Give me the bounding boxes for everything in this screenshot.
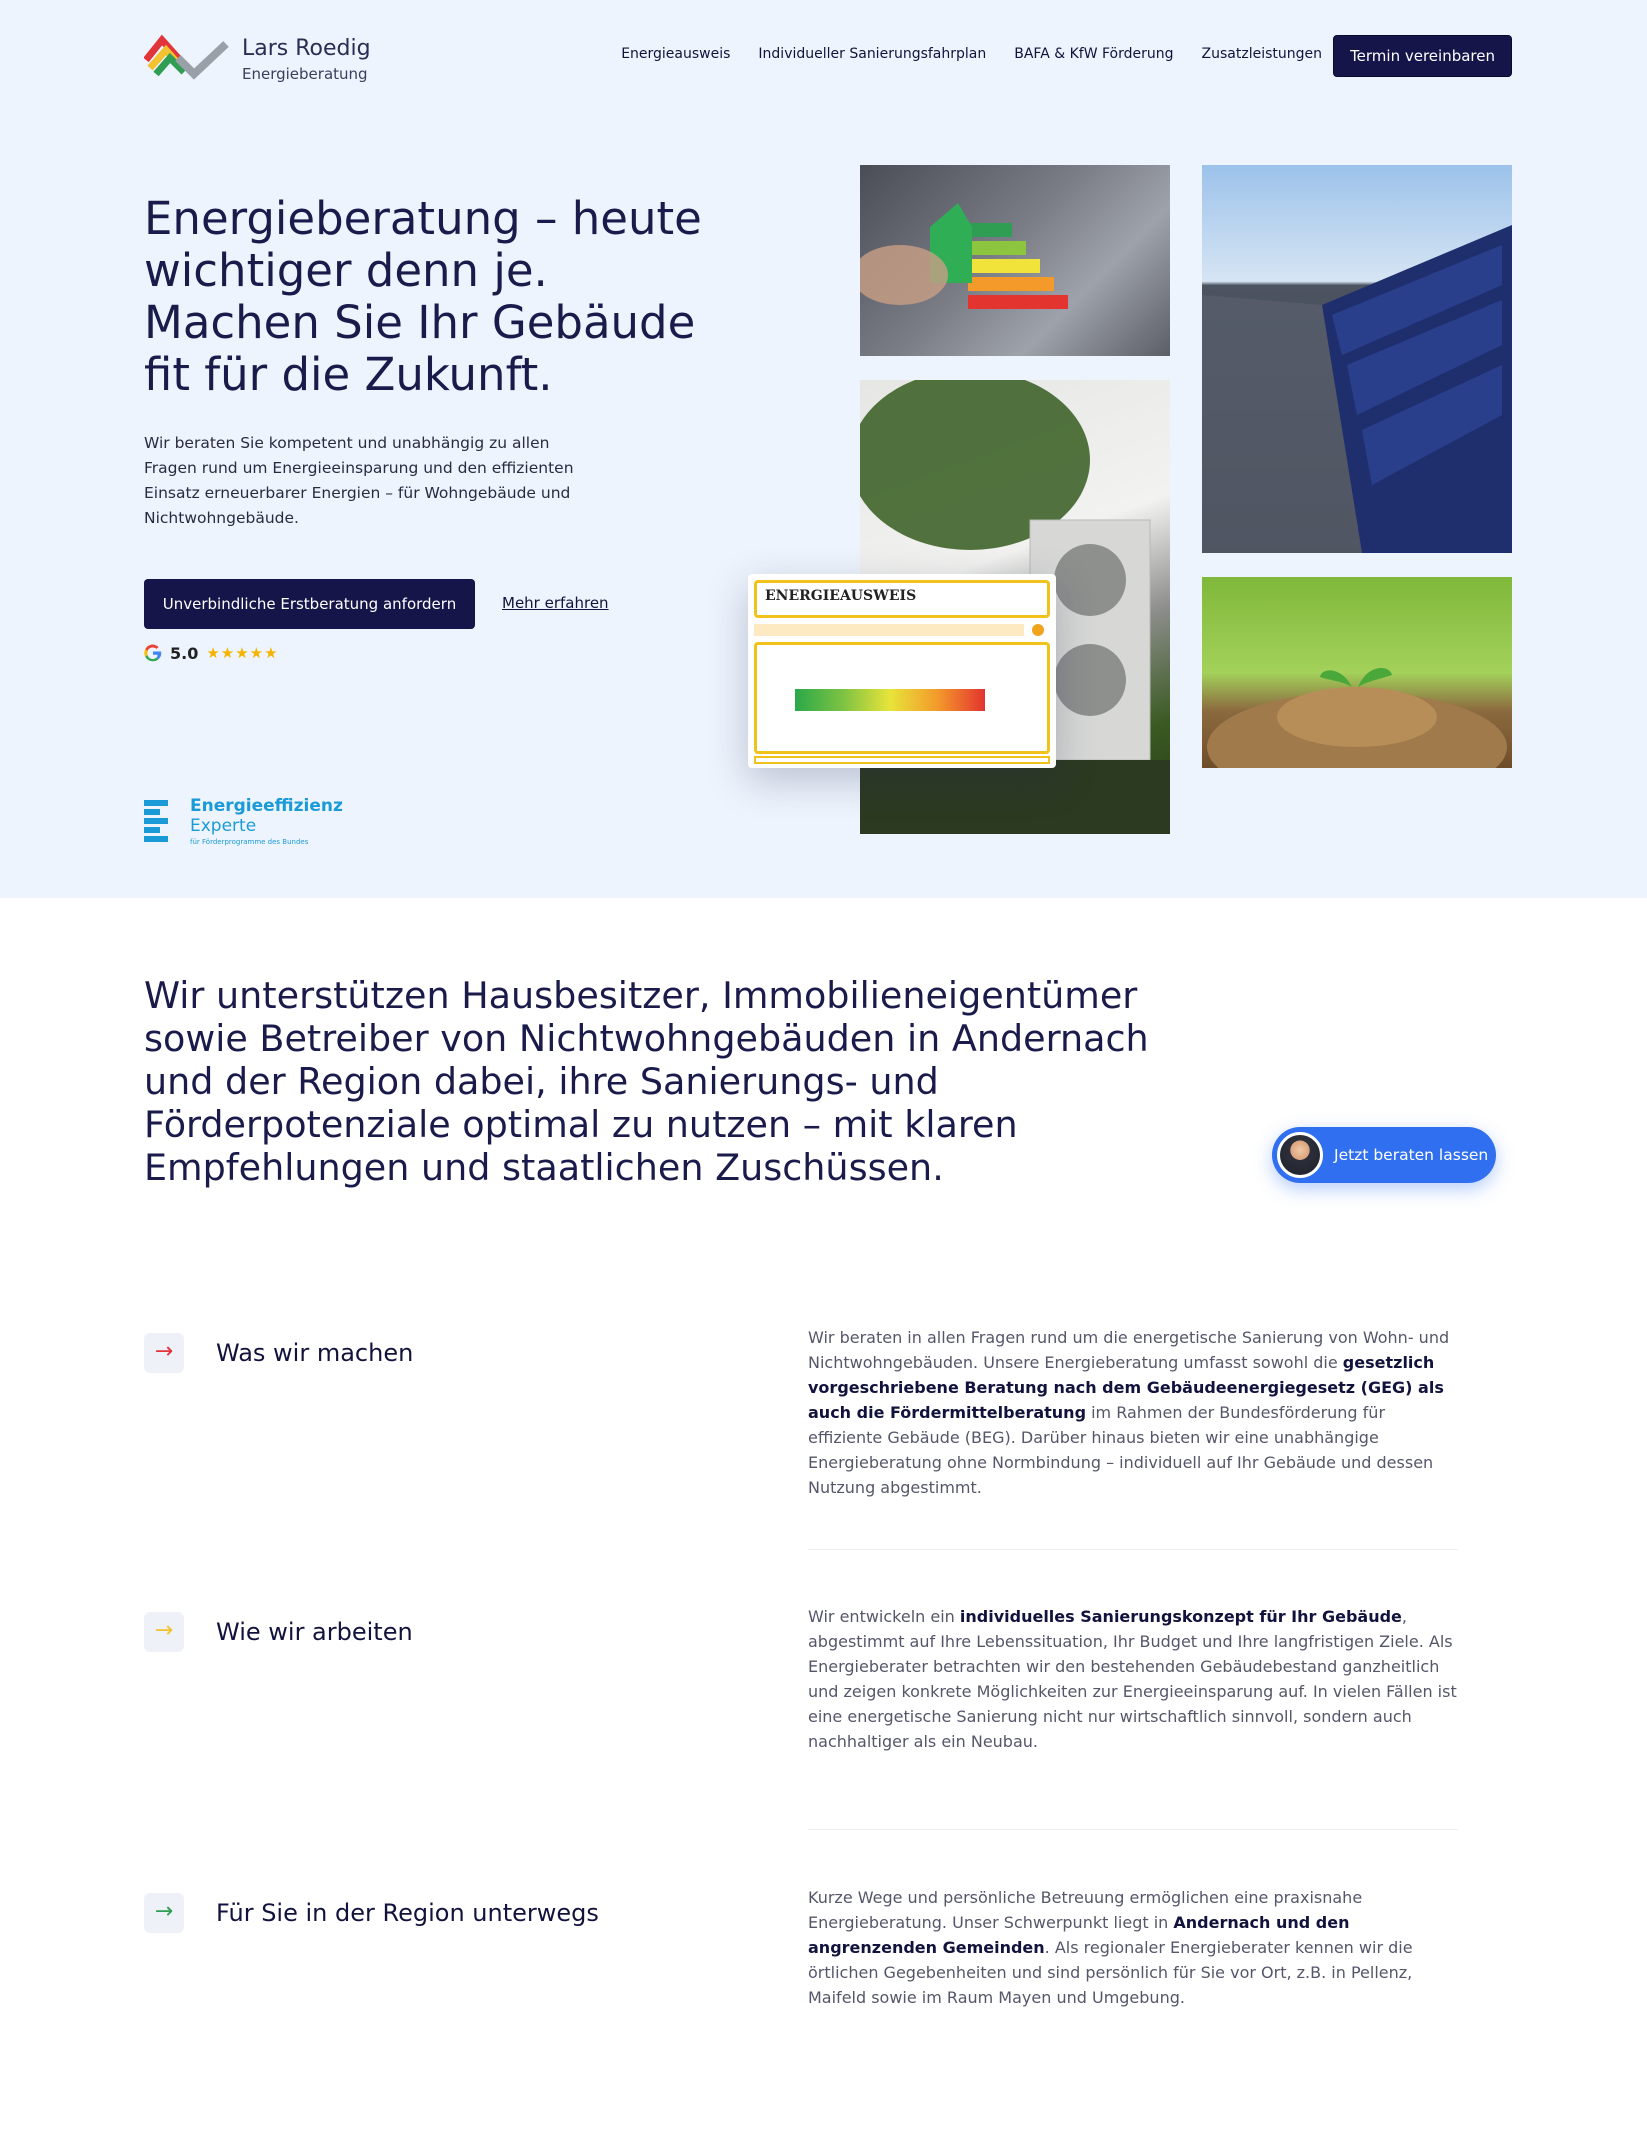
nav-item-sanierungsfahrplan[interactable]: Individueller Sanierungsfahrplan (758, 46, 987, 62)
energy-certificate-card (748, 574, 1056, 768)
feature-text (808, 1325, 1458, 1500)
feature-title: Wie wir arbeiten (216, 1618, 413, 1646)
badge-line-2: Experte (190, 816, 257, 836)
feature-text-span: . Als regionaler Energieberater kennen wir die örtlichen Gegebenheiten und sind persönlich für Sie vor Ort, z.B. in Pellenz, Maifeld sowie im Raum Mayen und Umgebung. (808, 1938, 1413, 2007)
arrow-right-icon: → (144, 1893, 184, 1933)
nav-item-energieausweis[interactable]: Energieausweis (621, 46, 731, 62)
feature-text-span: Wir beraten in allen Fragen rund um die energetische Sanierung von Wohn- und Nichtwohngebäuden. Unsere Energieberatung umfasst sowohl die (808, 1328, 1450, 1372)
feature-text-emphasis: gesetzlich vorgeschriebene Beratung nach dem Gebäudeenergiegesetz (GEG) als auch die Fördermittelberatung (808, 1353, 1444, 1422)
solar-roof-photo (1202, 165, 1512, 553)
feature-text (808, 1885, 1458, 2010)
feature-text-span: Kurze Wege und persönliche Betreuung ermöglichen eine praxisnahe Energieberatung. Unser Schwerpunkt liegt in (808, 1888, 1363, 1932)
learn-more-link[interactable]: Mehr erfahren (502, 594, 609, 612)
energy-certificate-title: ENERGIEAUSWEIS (765, 588, 917, 604)
solar-panels-illustration-icon (1202, 165, 1512, 553)
intro-statement: Wir unterstützen Hausbesitzer, Immobilieneigentümer sowie Betreiber von Nichtwohngebäuden in Andernach und der Region dabei, ihre Sanierungs- und Förderpotenziale optimal zu nutzen – mit klaren Empfehlungen und staatlichen Zuschüssen. (144, 974, 1149, 1189)
divider (808, 1829, 1458, 1830)
energy-efficiency-expert-badge (144, 796, 364, 846)
badge-line-1: Energieeffizienz (190, 796, 343, 816)
brand-subtitle: Energieberatung (242, 65, 368, 83)
wood-pellets-photo (1202, 577, 1512, 768)
google-icon (144, 644, 162, 662)
pellets-illustration-icon (1202, 577, 1512, 768)
eee-logo-icon (144, 800, 172, 844)
feature-text-span: im Rahmen der Bundesförderung für effiziente Gebäude (BEG). Darüber hinaus bieten wir eine unabhängige Energieberatung ohne Normbindung – individuell auf Ihr Gebäude und dessen Nutzung abgestimmt. (808, 1403, 1434, 1497)
advisor-avatar (1277, 1132, 1323, 1178)
rating-score: 5.0 (170, 643, 199, 663)
energy-scale-illustration-icon (860, 165, 1170, 356)
arrow-right-icon: → (144, 1612, 184, 1652)
energy-label-photo (860, 165, 1170, 356)
book-appointment-button[interactable]: Termin vereinbaren (1333, 35, 1512, 77)
hero-text: Wir beraten Sie kompetent und unabhängig zu allen Fragen rund um Energieeinsparung und den effizienten Einsatz erneuerbarer Energien – für Wohngebäude und Nichtwohngebäude. (144, 434, 574, 527)
rating-stars: ★★★★★ (206, 644, 279, 662)
arrow-right-icon: → (144, 1333, 184, 1373)
top-navigation (144, 28, 1512, 84)
hero-title: Energieberatung – heute wichtiger denn je. Machen Sie Ihr Gebäude fit für die Zukunft. (144, 192, 702, 401)
logo[interactable] (144, 28, 374, 84)
request-consultation-button[interactable]: Unverbindliche Erstberatung anfordern (144, 579, 475, 629)
hero-section (0, 0, 1647, 898)
divider (808, 1549, 1458, 1550)
feature-text (808, 1604, 1458, 1754)
chat-consult-button[interactable] (1272, 1127, 1496, 1183)
feature-text-span: , abgestimmt auf Ihre Lebenssituation, Ihr Budget und Ihre langfristigen Ziele. Als Energieberater betrachten wir den bestehenden Gebäudebestand ganzheitlich und zeigen konkrete Möglichkeiten zur Energieeinsparung auf. In vielen Fällen ist eine energetische Sanierung nicht nur wirtschaftlich sinnvoll, sondern auch nachhaltiger als ein Neubau. (808, 1607, 1457, 1751)
feature-text-span: Wir entwickeln ein (808, 1607, 960, 1626)
brand-name: Lars Roedig (242, 36, 371, 61)
feature-title: Was wir machen (216, 1339, 414, 1367)
chat-consult-label: Jetzt beraten lassen (1334, 1146, 1489, 1164)
energy-scale-bar (795, 689, 985, 711)
nav-item-foerderung[interactable]: BAFA & KfW Förderung (1014, 46, 1174, 62)
feature-title: Für Sie in der Region unterwegs (216, 1899, 599, 1927)
badge-line-3: für Förderprogramme des Bundes (190, 838, 309, 846)
logo-mark-icon (144, 28, 230, 80)
main-menu (621, 46, 1322, 62)
feature-text-emphasis: Andernach und den angrenzenden Gemeinden (808, 1913, 1350, 1957)
google-rating[interactable] (144, 641, 279, 665)
feature-text-emphasis: individuelles Sanierungskonzept für Ihr Gebäude (959, 1607, 1402, 1626)
nav-item-zusatzleistungen[interactable]: Zusatzleistungen (1201, 46, 1322, 62)
